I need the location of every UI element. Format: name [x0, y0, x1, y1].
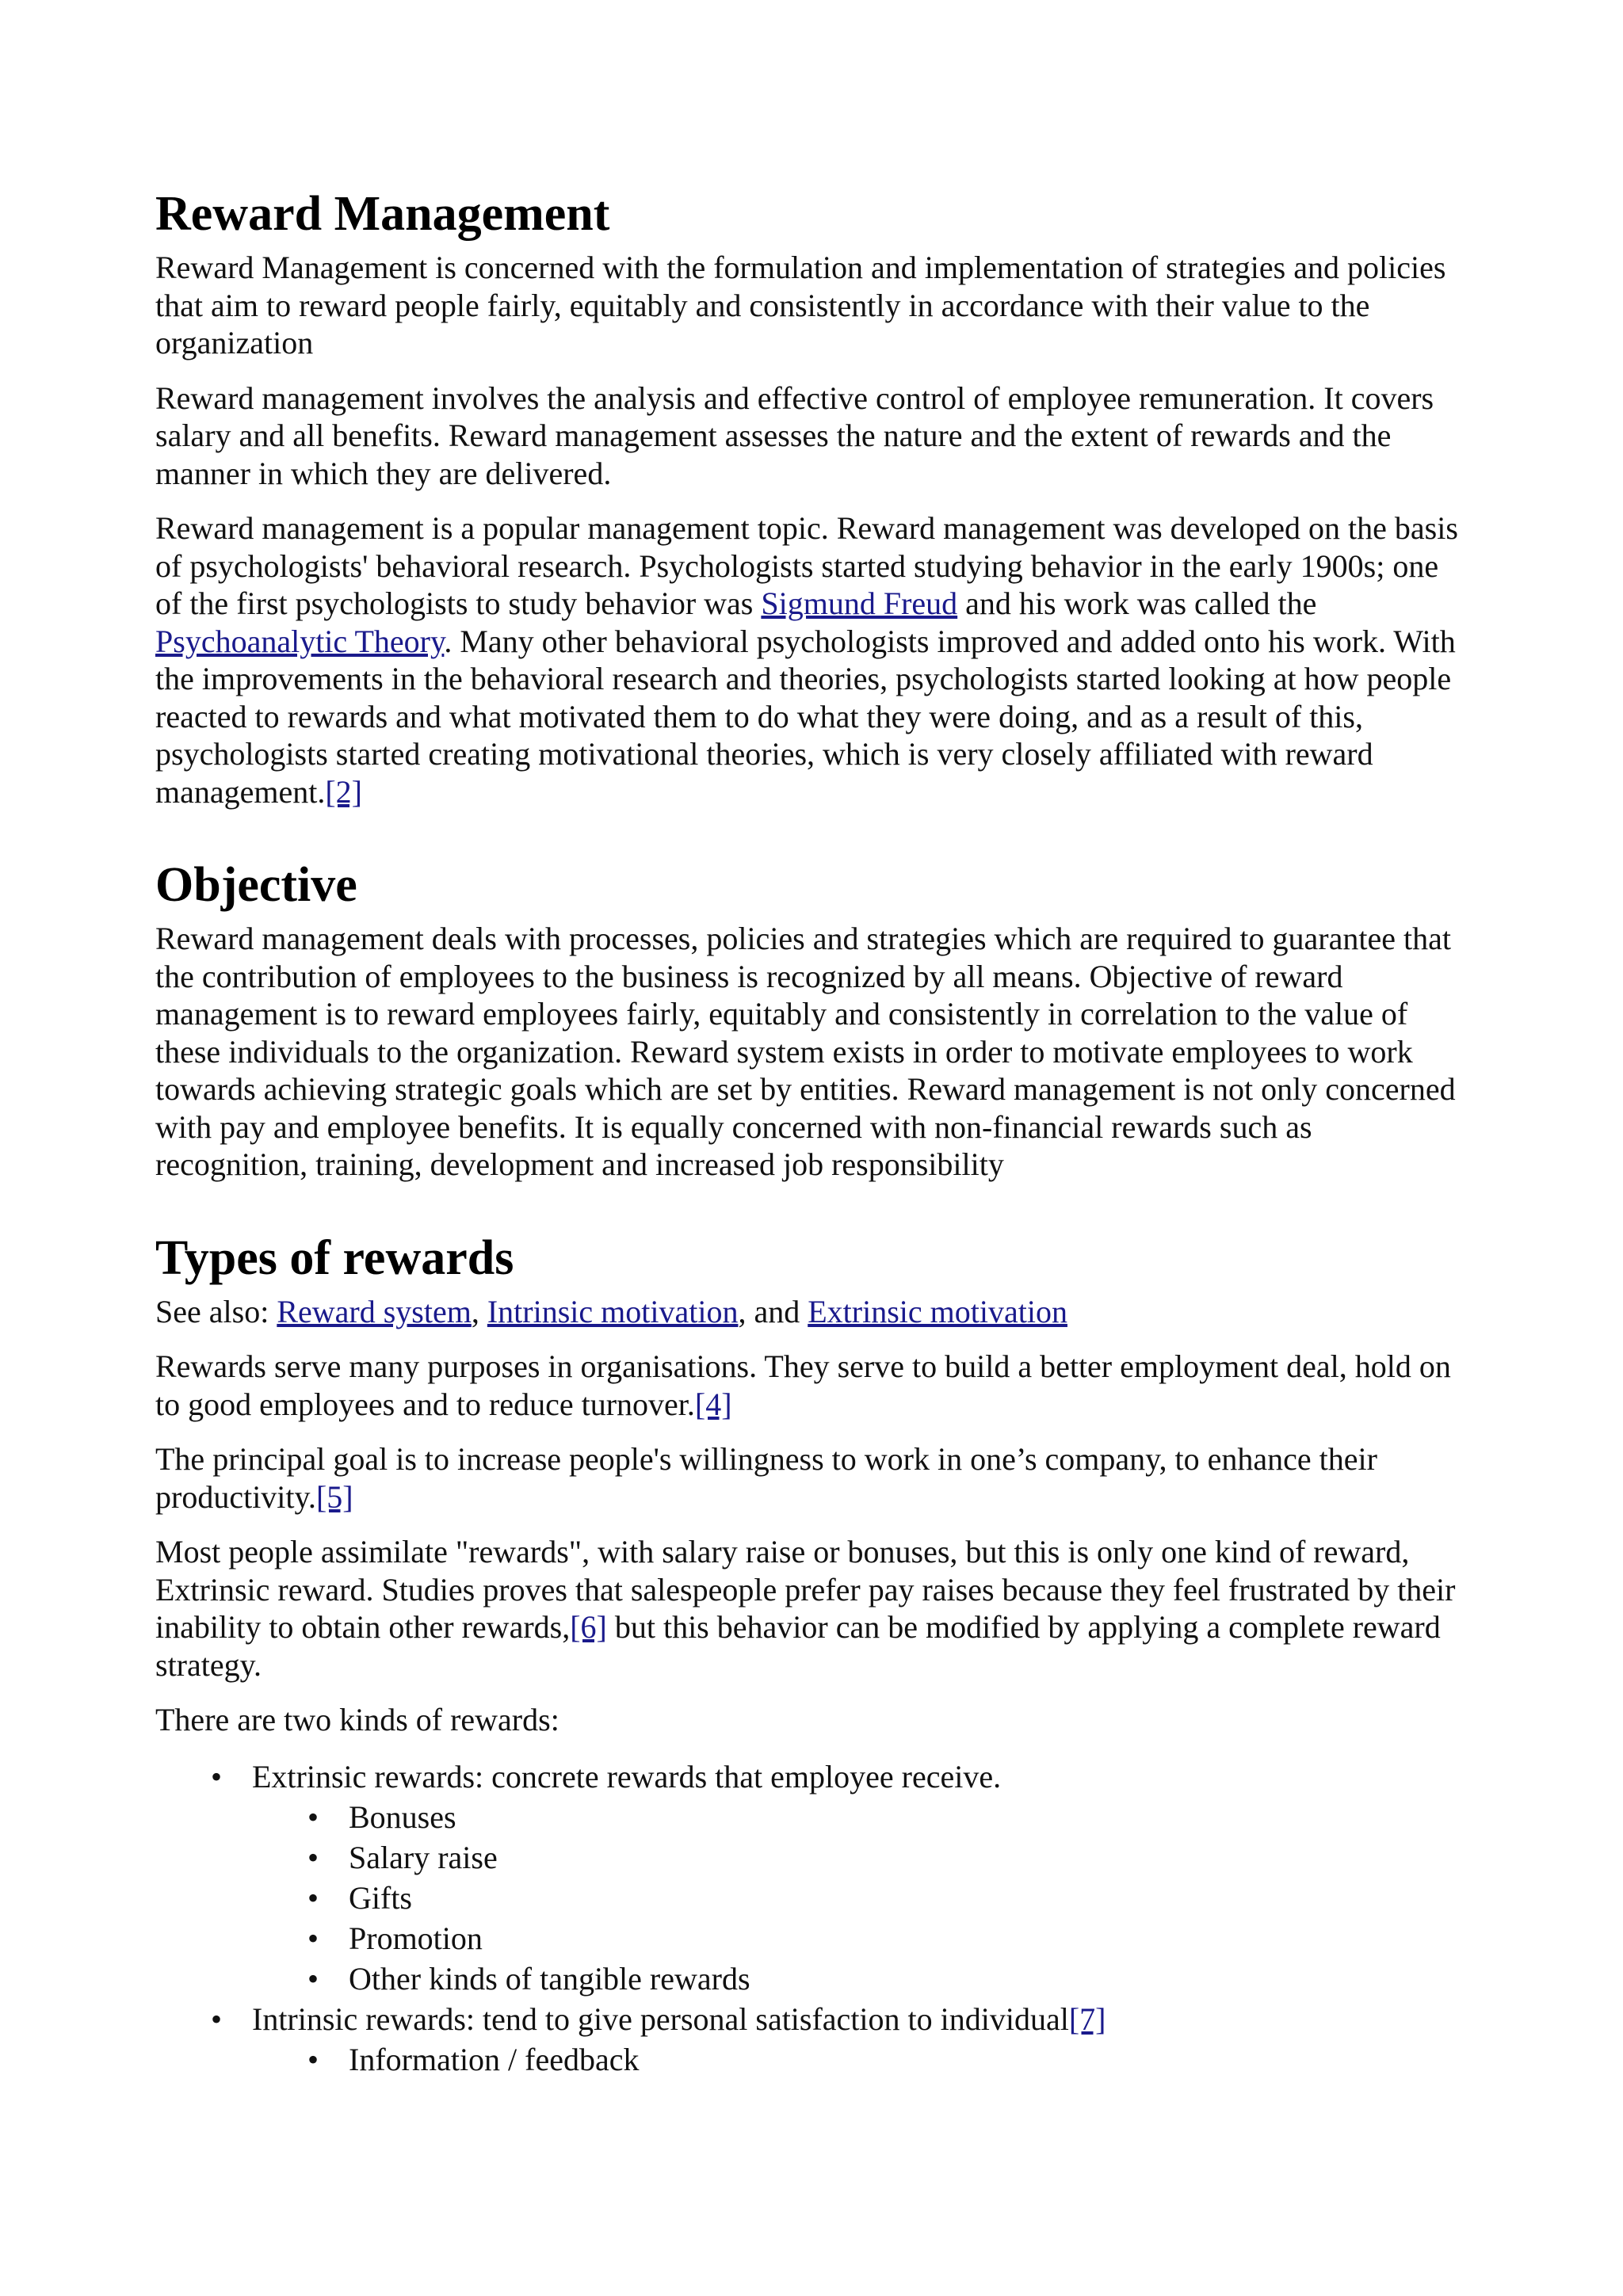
page-title: Reward Management	[155, 187, 610, 241]
link-sigmund-freud[interactable]: Sigmund Freud	[761, 585, 958, 621]
link-psychoanalytic-theory[interactable]: Psychoanalytic Theory	[155, 623, 445, 659]
link-reward-system[interactable]: Reward system	[277, 1293, 472, 1329]
see-also-sep-2: , and	[738, 1293, 808, 1329]
objective-paragraph: Reward management deals with processes, policies and strategies which are required to guarantee that the contribution of employees to the business is recognized by all means. Objective of reward management is to reward employees fairly, equitably and consistently in correlation to the value of these individuals to the organization. Reward system exists in order to motivate employees to work towards achieving strategic goals which are set by entities. Reward management is not only concerned with pay and employee benefits. It is equally concerned with non-financial rewards such as recognition, training, development and increased job responsibility	[155, 921, 1456, 1182]
extrinsic-sublist	[252, 1797, 1471, 1999]
types-paragraph-1	[155, 1348, 1471, 1423]
intrinsic-sublist	[252, 2039, 1471, 2080]
types-paragraph-3-text-1: Most people assimilate "rewards", with salary raise or bonuses, but this is only one kind of reward, Extrinsic reward. Studies proves that salespeople prefer pay raises because they feel frustrated by their inability to obtain other rewards,	[155, 1534, 1456, 1645]
list-item-extrinsic	[155, 1756, 1471, 1999]
objective-heading: Objective	[155, 858, 357, 912]
types-paragraph-3	[155, 1533, 1471, 1684]
extrinsic-label: Extrinsic rewards: concrete rewards that employee receive.	[252, 1758, 1002, 1794]
history-text-3: . Many other behavioral psychologists improved and added onto his work. With the improvements in the behavioral research and theories, psychologists started looking at how people reacted to rewards and what motivated them to do what they were doing, and as a result of this, psychologists started creating motivational theories, which is very closely affiliated with reward management.	[155, 623, 1456, 810]
citation-4[interactable]: [4]	[694, 1386, 732, 1422]
types-paragraph-2-text: The principal goal is to increase people's willingness to work in one’s company, to enhance their productivity.	[155, 1441, 1377, 1515]
list-item: • Salary raise	[252, 1837, 1471, 1878]
history-text-1: Reward management is a popular management topic. Reward management was developed on the basis of psychologists' behavioral research. Psychologists started studying behavior in the early 1900s; one of the first psychologists to study behavior was	[155, 510, 1458, 621]
citation-7[interactable]: [7]	[1068, 2000, 1106, 2037]
types-paragraph-2	[155, 1440, 1471, 1516]
list-item: • Information / feedback	[252, 2039, 1471, 2080]
citation-5[interactable]: [5]	[315, 1478, 353, 1515]
types-paragraph-1-text: Rewards serve many purposes in organisations. They serve to build a better employment deal, hold on to good employees and to reduce turnover.	[155, 1348, 1451, 1422]
intro-paragraph-1: Reward Management is concerned with the formulation and implementation of strategies and policies that aim to reward people fairly, equitably and consistently in accordance with their value to the organization	[155, 250, 1446, 360]
list-item: • Other kinds of tangible rewards	[252, 1958, 1471, 1999]
rewards-list	[155, 1756, 1471, 2080]
list-item: • Promotion	[252, 1918, 1471, 1958]
history-paragraph	[155, 509, 1471, 810]
see-also	[155, 1293, 1471, 1331]
see-also-prefix: See also:	[155, 1293, 277, 1329]
citation-6[interactable]: [6]	[570, 1609, 607, 1645]
list-item: • Bonuses	[252, 1797, 1471, 1837]
see-also-sep-1: ,	[471, 1293, 487, 1329]
document-page	[155, 184, 1471, 2080]
intrinsic-label: Intrinsic rewards: tend to give personal satisfaction to individual	[252, 2000, 1069, 2037]
citation-2[interactable]: [2]	[325, 773, 362, 810]
link-intrinsic-motivation[interactable]: Intrinsic motivation	[487, 1293, 739, 1329]
intro-paragraph-2: Reward management involves the analysis and effective control of employee remuneration. It covers salary and all benefits. Reward management assesses the nature and the extent of rewards and the manner in which they are delivered.	[155, 379, 1434, 491]
types-paragraph-3-text-2: but this behavior can be modified by applying a complete reward strategy.	[155, 1609, 1441, 1683]
types-heading: Types of rewards	[155, 1230, 514, 1285]
list-item-intrinsic	[155, 1999, 1471, 2080]
link-extrinsic-motivation[interactable]: Extrinsic motivation	[808, 1293, 1067, 1329]
list-item: • Gifts	[252, 1878, 1471, 1918]
types-paragraph-4: There are two kinds of rewards:	[155, 1702, 559, 1737]
history-text-2: and his work was called the	[957, 585, 1317, 621]
